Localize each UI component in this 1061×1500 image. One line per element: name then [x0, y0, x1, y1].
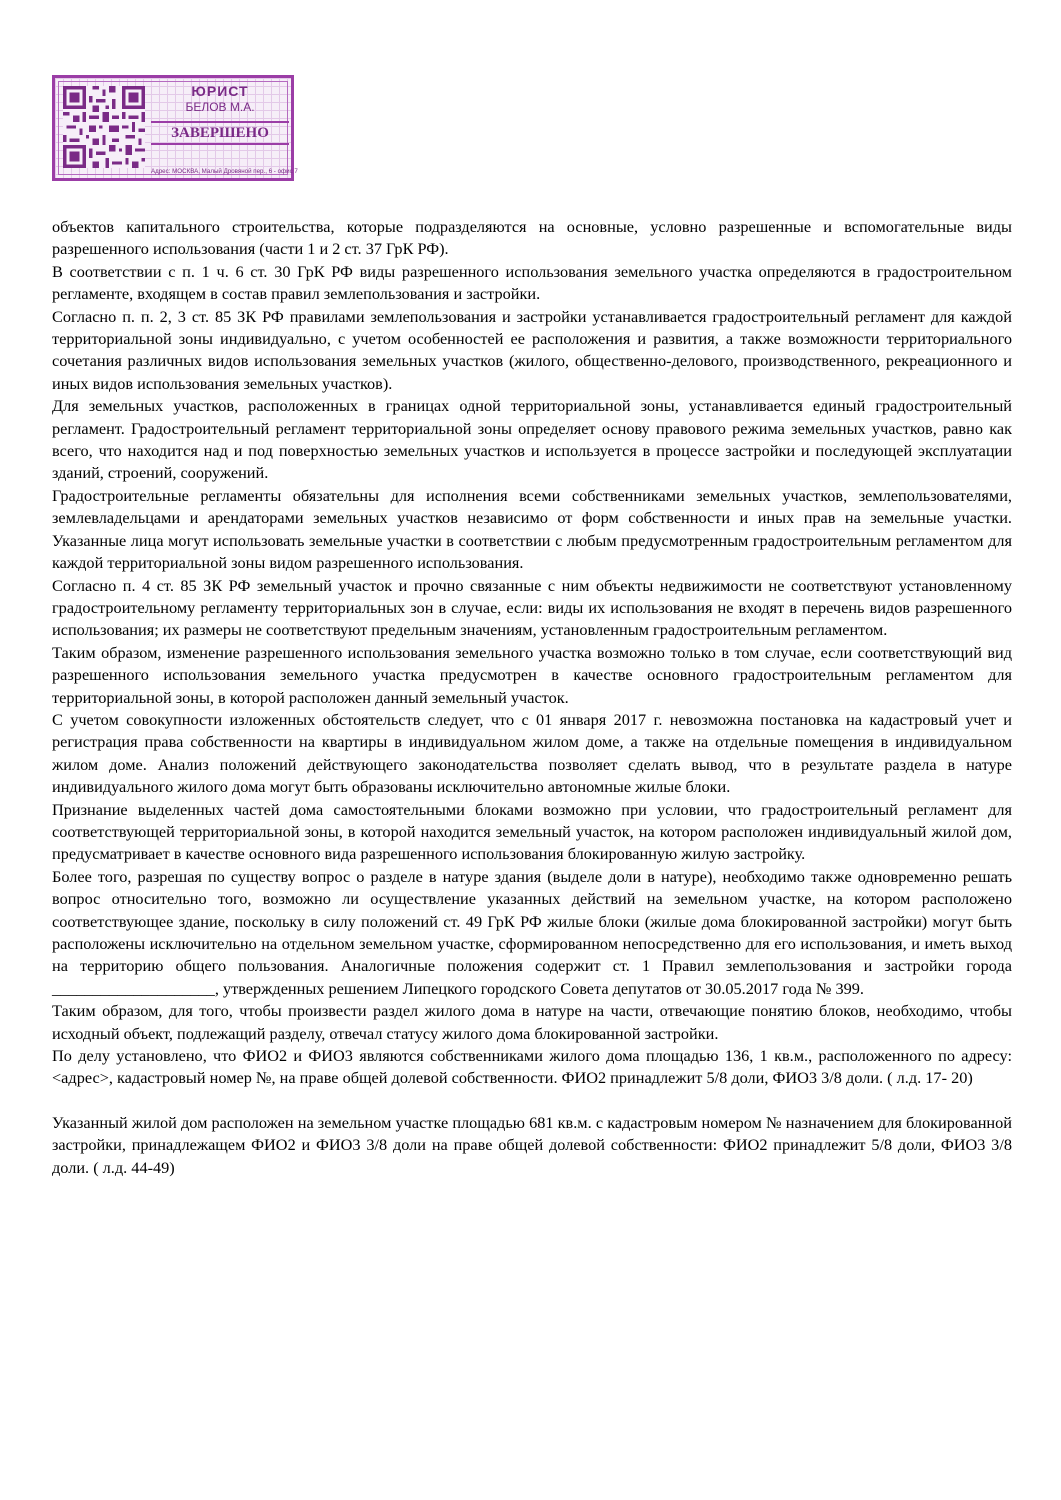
document-body [52, 216, 1012, 1179]
stamp-address: Адрес: МОСКВА, Малый Дровяной пер., 6 - офис 7 [151, 168, 298, 175]
stamp-title: ЮРИСТ [191, 83, 249, 99]
paragraph: объектов капитального строительства, которые подразделяются на основные, условно разрешенные и вспомогательные виды разрешенного использования (части 1 и 2 ст. 37 ГрК РФ). [52, 217, 1012, 259]
paragraph: Указанный жилой дом расположен на земельном участке площадью 681 кв.м. с кадастровым номером № назначением для блокированной застройки, принадлежащем ФИО2 и ФИО3 3/8 доли на праве общей долевой собственности: ФИО2 принадлежит 5/8 доли, ФИО3 3/8 доли. ( л.д. 44-49) [52, 1112, 1012, 1177]
paragraph: Признание выделенных частей дома самостоятельными блоками возможно при условии, что градостроительный регламент для соответствующей территориальной зоны, в которой находится земельный участок, на котором расположен индивидуальный жилой дом, предусматривает в качестве основного вида разрешенного использования блокированную жилую застройку. [52, 799, 1012, 864]
lawyer-stamp [52, 75, 298, 181]
paragraph: Таким образом, изменение разрешенного использования земельного участка возможно только в том случае, если соответствующий вид разрешенного использования земельного участка предусмотрен в качестве основного градостроительным регламентом для территориальной зоны, в которой расположен данный земельный участок. [52, 642, 1012, 707]
paragraph: Согласно п. 4 ст. 85 ЗК РФ земельный участок и прочно связанные с ним объекты недвижимости не соответствуют установленному градостроительному регламенту территориальных зон в случае, если: виды их использования не входят в перечень видов разрешенного использования; их размеры не соответствуют предельным значениям, установленным градостроительным регламентом. [52, 575, 1012, 640]
stamp-text-block [151, 82, 289, 145]
paragraph: С учетом совокупности изложенных обстоятельств следует, что с 01 января 2017 г. невозможна постановка на кадастровый учет и регистрация права собственности на квартиры в индивидуальном жилом доме, а также на отдельные помещения в индивидуальном жилом доме. Анализ положений действующего законодательства позволяет сделать вывод, что в результате раздела в натуре индивидуального жилого дома могут быть образованы исключительно автономные жилые блоки. [52, 709, 1012, 797]
qr-code-icon [63, 86, 145, 168]
paragraph: Градостроительные регламенты обязательны для исполнения всеми собственниками земельных участков, землепользователями, землевладельцами и арендаторами земельных участков независимо от форм собственности и иных прав на земельные участки. Указанные лица могут использовать земельные участки в соответствии с любым предусмотренным градостроительным регламентом для каждой территориальной зоны видом разрешенного использования. [52, 485, 1012, 573]
paragraph: В соответствии с п. 1 ч. 6 ст. 30 ГрК РФ виды разрешенного использования земельного участка определяются в градостроительном регламенте, входящем в состав правил землепользования и застройки. [52, 261, 1012, 304]
paragraph: Согласно п. п. 2, 3 ст. 85 ЗК РФ правилами землепользования и застройки устанавливается градостроительный регламент для каждой территориальной зоны индивидуально, с учетом особенностей ее расположения и развития, а также возможности территориального сочетания различных видов использования земельных участков (жилого, общественно-делового, производственного, рекреационного и иных видов использования земельных участков). [52, 306, 1012, 393]
paragraph: Для земельных участков, расположенных в границах одной территориальной зоны, устанавливается единый градостроительный регламент. Градостроительный регламент территориальной зоны определяет основу правового режима земельных участков, равно как всего, что находится над и под поверхностью земельных участков и используется в процессе застройки и последующей эксплуатации зданий, строений, сооружений. [52, 396, 1012, 483]
stamp-lawyer-name: БЕЛОВ М.А. [185, 100, 255, 114]
paragraph: Более того, разрешая по существу вопрос о разделе в натуре здания (выделе доли в натуре), необходимо также одновременно решать вопрос относительно того, возможно ли осуществление указанных действий на земельном участке, на котором расположено соответствующее здание, поскольку в силу положений ст. 49 ГрК РФ жилые блоки (жилые дома блокированной застройки) могут быть расположены исключительно на отдельном земельном участке, сформированном непосредственно для его использования, и иметь выход на территорию общего пользования. Аналогичные положения содержит ст. 1 Правил землепользования и застройки города ____________________, утвержденных решением Липецкого городского Совета депутатов от 30.05.2017 года № 399. [52, 866, 1012, 998]
paragraph: По делу установлено, что ФИО2 и ФИО3 являются собственниками жилого дома площадью 136, 1 кв.м., расположенного по адресу: <адрес>, кадастровый номер №, на праве общей долевой собственности. ФИО2 принадлежит 5/8 доли, ФИО3 3/8 доли. ( л.д. 17- 20) [52, 1046, 1012, 1088]
paragraph: Таким образом, для того, чтобы произвести раздел жилого дома в натуре на части, отвечающие понятию блоков, необходимо, чтобы исходный объект, подлежащий разделу, отвечал статусу жилого дома блокированной застройки. [52, 1001, 1012, 1043]
stamp-status: ЗАВЕРШЕНО [151, 121, 289, 145]
